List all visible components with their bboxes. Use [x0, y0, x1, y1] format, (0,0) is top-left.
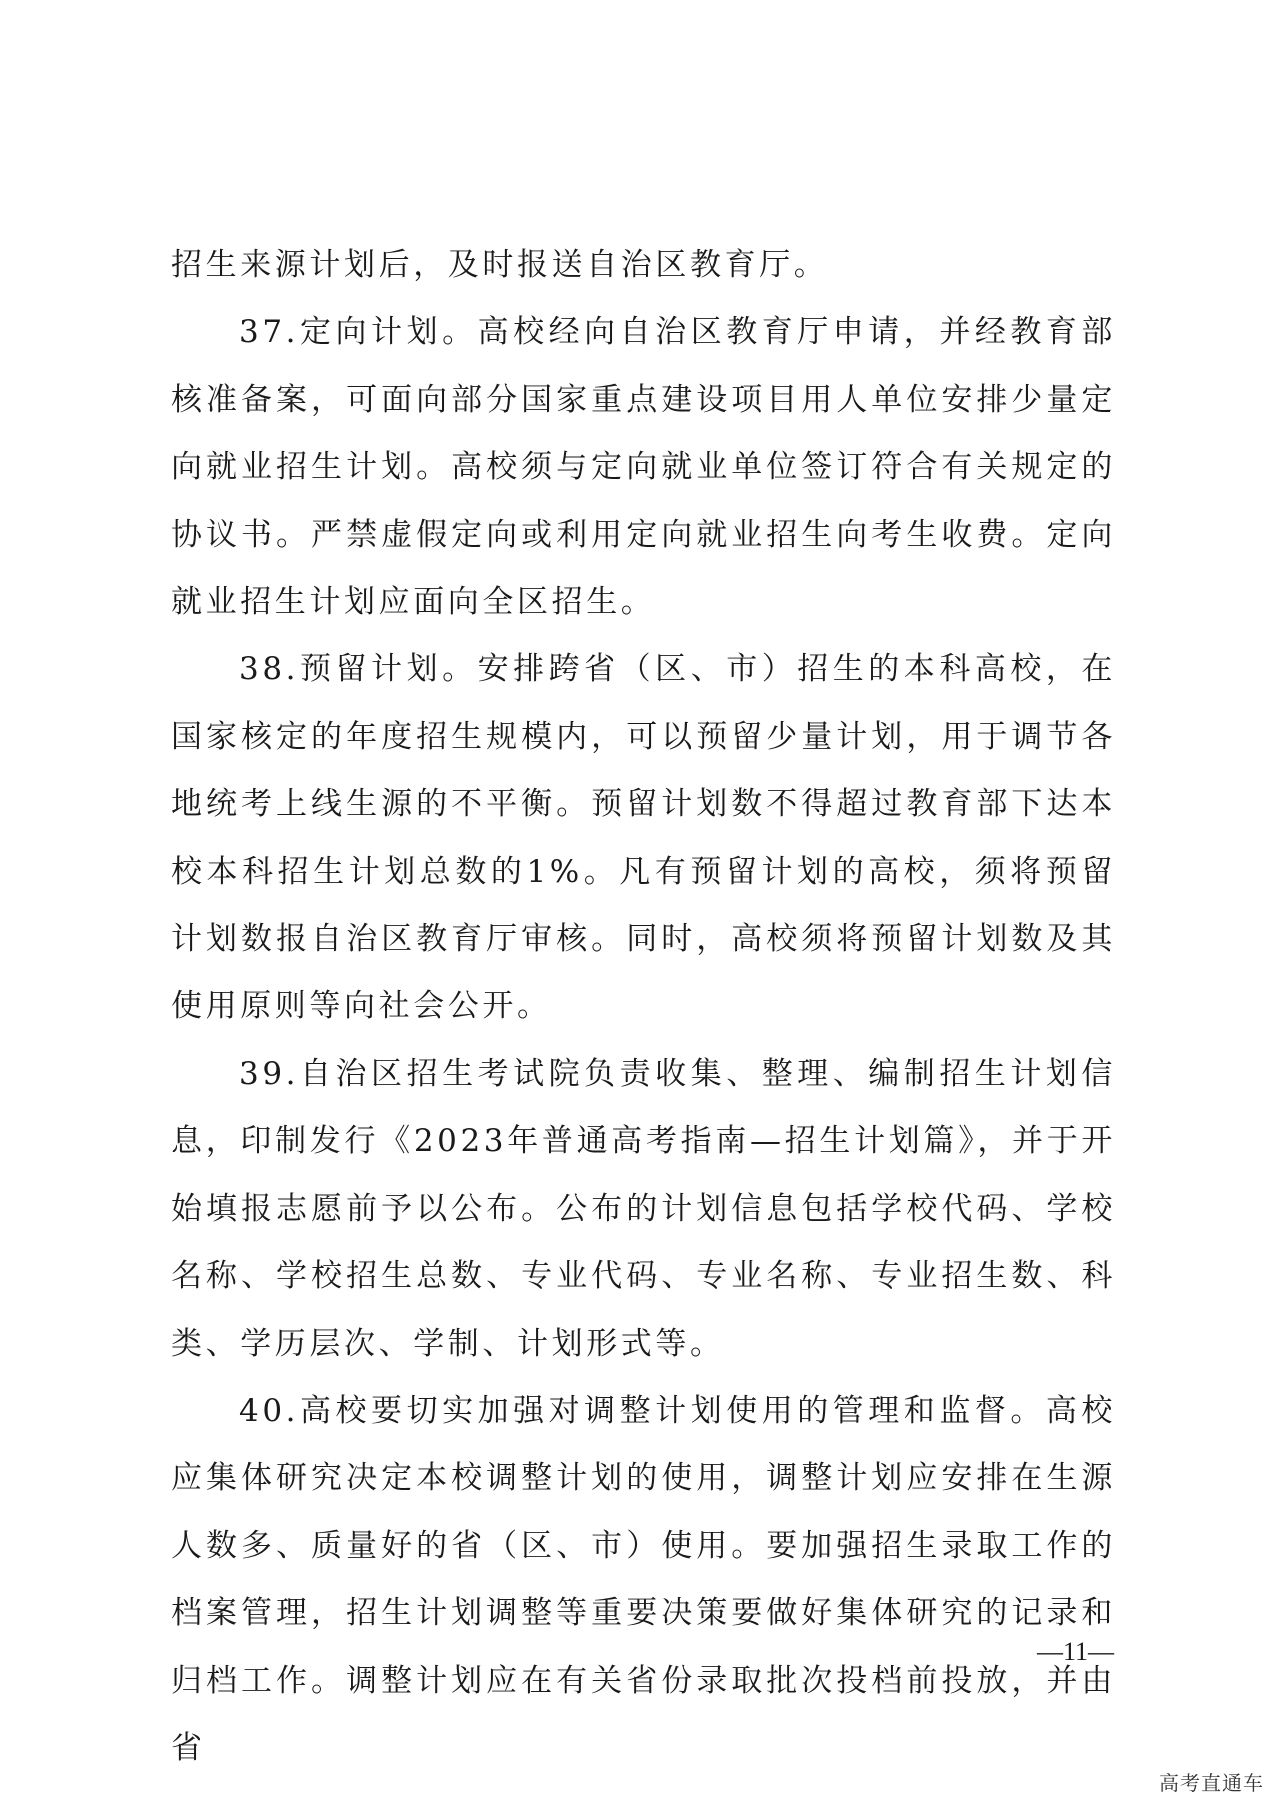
- watermark-label: 高考直通车: [1159, 1773, 1264, 1795]
- paragraph-37-directed-plan: 37.定向计划。高校经向自治区教育厅申请，并经教育部核准备案，可面向部分国家重点建设项目用人单位安排少量定向就业招生计划。高校须与定向就业单位签订符合有关规定的协议书。严禁虚假定向或利用定向就业招生向考生收费。定向就业招生计划应面向全区招生。: [171, 314, 1116, 621]
- document-body: [171, 232, 1116, 1782]
- page-number: —11—: [1036, 1637, 1114, 1666]
- paragraph-39-plan-information: 39.自治区招生考试院负责收集、整理、编制招生计划信息，印制发行《2023年普通高考指南—招生计划篇》，并于开始填报志愿前予以公布。公布的计划信息包括学校代码、学校名称、学校招生总数、专业代码、专业名称、专业招生数、科类、学历层次、学制、计划形式等。: [171, 1055, 1116, 1362]
- paragraph-40-adjustment-plan: 40.高校要切实加强对调整计划使用的管理和监督。高校应集体研究决定本校调整计划的使用，调整计划应安排在生源人数多、质量好的省（区、市）使用。要加强招生录取工作的档案管理，招生计划调整等重要决策要做好集体研究的记录和归档工作。调整计划应在有关省份录取批次投档前投放，并由省: [171, 1392, 1116, 1766]
- paragraph-38-reserved-plan: 38.预留计划。安排跨省（区、市）招生的本科高校，在国家核定的年度招生规模内，可以预留少量计划，用于调节各地统考上线生源的不平衡。预留计划数不得超过教育部下达本校本科招生计划总数的1%。凡有预留计划的高校，须将预留计划数报自治区教育厅审核。同时，高校须将预留计划数及其使用原则等向社会公开。: [171, 651, 1116, 1025]
- paragraph-continuation: 招生来源计划后，及时报送自治区教育厅。: [171, 247, 829, 283]
